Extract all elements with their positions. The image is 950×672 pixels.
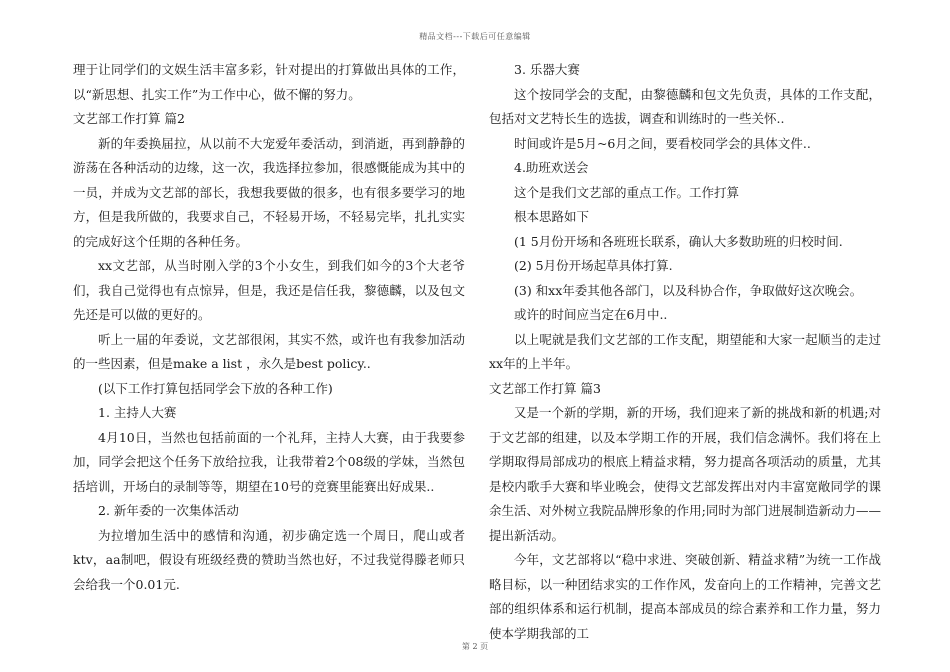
paragraph: 4月10日，当然也包括前面的一个礼拜，主持人大赛，由于我要参加，同学会把这个任务下放给拉我，让我带着2个08级的学妹，当然包括培训，开场白的录制等等，期望在10号的竞赛里能赛出好成果.. bbox=[73, 429, 465, 494]
paragraph: 今年，文艺部将以“稳中求进、突破创新、精益求精”为统一工作战略目标，以一种团结求实的工作作风，发奋向上的工作精神，完善文艺部的组织体系和运行机制，提高本部成员的综合素养和工作力量，努力使本学期我部的工 bbox=[489, 552, 881, 641]
paragraph: (1 5月份开场和各班班长联系，确认大多数助班的归校时间. bbox=[514, 233, 843, 249]
paragraph: 文艺部工作打算 篇3 bbox=[489, 380, 601, 396]
right-column bbox=[489, 58, 881, 646]
paragraph: 听上一届的年委说，文艺部很闲，其实不然，或许也有我参加活动的一些因素，但是make a list ，永久是best policy.. bbox=[73, 331, 465, 371]
paragraph: 或许的时间应当定在6月中.. bbox=[514, 307, 668, 322]
paragraph: 根本思路如下 bbox=[514, 209, 590, 224]
paragraph: 2. 新年委的一次集体活动 bbox=[98, 503, 239, 518]
page-number: 第 2 页 bbox=[461, 642, 489, 651]
paragraph: xx文艺部，从当时刚入学的3个小女生，到我们如今的3个大老爷们，我自己觉得也有点惊异，但是，我还是信任我，黎德麟，以及包文先还是可以做的更好的。 bbox=[73, 258, 465, 322]
paragraph: (2) 5月份开场起草具体打算. bbox=[514, 258, 673, 273]
paragraph: 这个是我们文艺部的重点工作。工作打算 bbox=[514, 184, 740, 200]
paragraph: 又是一个新的学期，新的开场，我们迎来了新的挑战和新的机遇;对于文艺部的组建，以及本学期工作的开展，我们信念满怀。我们将在上学期取得局部成功的根底上精益求精，努力提高各项活动的质量，尤其是校内歌手大赛和毕业晚会，使得文艺部发挥出对内丰富宽敞同学的课余生活、对外树立我院品牌形象的作用;同时为部门进展制造新动力——提出新活动。 bbox=[489, 405, 881, 543]
paragraph: 为拉增加生活中的感情和沟通，初步确定选一个周日，爬山或者ktv，aa制吧，假设有班级经费的赞助当然也好，不过我觉得滕老师只会给我一个0.01元. bbox=[73, 527, 465, 592]
paragraph: 这个按同学会的支配，由黎德麟和包文先负责，具体的工作支配，包括对文艺特长生的选拔，调查和训练时的一些关怀.. bbox=[489, 86, 881, 126]
paragraph: 新的年委换届拉，从以前不大宠爱年委活动，到消逝，再到静静的游荡在各种活动的边缘，这一次，我选择拉参加，很感慨能成为其中的一员，并成为文艺部的部长，我想我要做的很多，也有很多要学习的地方，但是我所做的，我要求自己，不轻易开场，不轻易完毕，扎扎实实的完成好这个任期的各种任务。 bbox=[73, 135, 465, 249]
left-column bbox=[73, 58, 465, 597]
paragraph: 以上呢就是我们文艺部的工作支配，期望能和大家一起顺当的走过xx年的上半年。 bbox=[489, 331, 881, 371]
paragraph: 1. 主持人大赛 bbox=[98, 405, 177, 420]
paragraph: 4.助班欢送会 bbox=[514, 160, 589, 175]
paragraph: (以下工作打算包括同学会下放的各种工作) bbox=[98, 380, 333, 396]
page-header: 精品文档---下载后可任意编辑 bbox=[419, 32, 531, 41]
paragraph: 时间或许是5月~6月之间，要看校同学会的具体文件.. bbox=[514, 135, 811, 151]
paragraph: (3) 和xx年委其他各部门，以及科协合作，争取做好这次晚会。 bbox=[514, 282, 863, 298]
paragraph: 3. 乐器大赛 bbox=[514, 62, 580, 77]
paragraph: 理于让同学们的文娱生活丰富多彩，针对提出的打算做出具体的工作，以“新思想、扎实工作”为工作中心，做不懈的努力。 bbox=[73, 62, 465, 102]
paragraph: 文艺部工作打算 篇2 bbox=[73, 111, 185, 126]
